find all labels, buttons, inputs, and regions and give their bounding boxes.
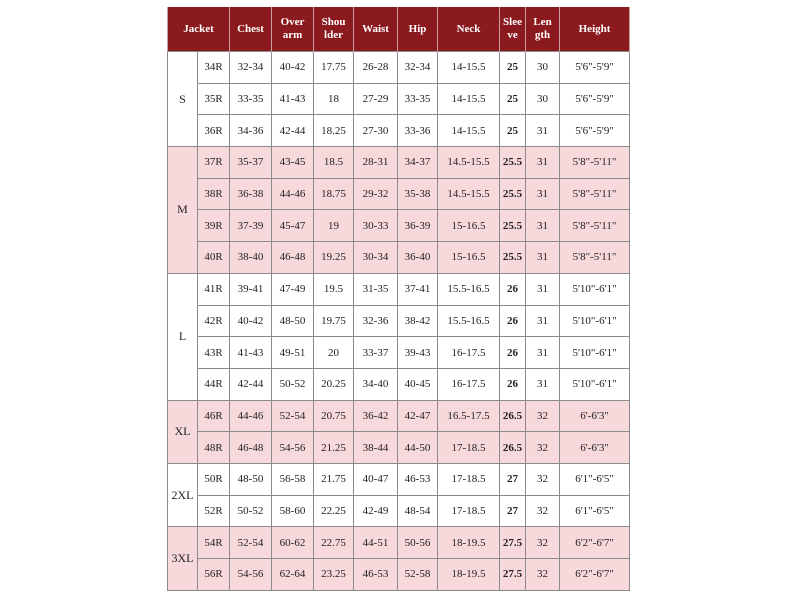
size-group-label: L bbox=[168, 273, 198, 400]
size-group-label: S bbox=[168, 52, 198, 147]
cell-length: 32 bbox=[526, 432, 560, 464]
cell-sleeve: 27.5 bbox=[500, 527, 526, 559]
cell-height: 5'8"-5'11" bbox=[560, 147, 630, 179]
size-group-label: M bbox=[168, 147, 198, 274]
cell-chest: 44-46 bbox=[230, 400, 272, 432]
table-row bbox=[168, 147, 630, 179]
cell-over-arm: 56-58 bbox=[272, 463, 314, 495]
cell-chest: 54-56 bbox=[230, 559, 272, 591]
cell-jacket-size: 34R bbox=[198, 52, 230, 84]
cell-waist: 32-36 bbox=[354, 305, 398, 337]
cell-chest: 33-35 bbox=[230, 83, 272, 115]
cell-jacket-size: 52R bbox=[198, 495, 230, 527]
cell-height: 5'6"-5'9" bbox=[560, 52, 630, 84]
cell-waist: 40-47 bbox=[354, 463, 398, 495]
cell-neck: 14-15.5 bbox=[438, 83, 500, 115]
cell-hip: 52-58 bbox=[398, 559, 438, 591]
cell-sleeve: 27 bbox=[500, 495, 526, 527]
cell-over-arm: 42-44 bbox=[272, 115, 314, 147]
cell-chest: 46-48 bbox=[230, 432, 272, 464]
cell-hip: 38-42 bbox=[398, 305, 438, 337]
cell-over-arm: 47-49 bbox=[272, 273, 314, 305]
cell-waist: 30-34 bbox=[354, 242, 398, 274]
cell-length: 31 bbox=[526, 115, 560, 147]
header-sleeve: Slee ve bbox=[500, 7, 526, 52]
cell-sleeve: 26 bbox=[500, 337, 526, 369]
cell-neck: 17-18.5 bbox=[438, 432, 500, 464]
cell-neck: 15-16.5 bbox=[438, 210, 500, 242]
cell-length: 32 bbox=[526, 559, 560, 591]
cell-waist: 46-53 bbox=[354, 559, 398, 591]
cell-height: 6'-6'3" bbox=[560, 432, 630, 464]
cell-length: 32 bbox=[526, 527, 560, 559]
cell-length: 30 bbox=[526, 52, 560, 84]
cell-length: 32 bbox=[526, 495, 560, 527]
cell-length: 31 bbox=[526, 368, 560, 400]
cell-height: 6'-6'3" bbox=[560, 400, 630, 432]
cell-height: 5'10"-6'1" bbox=[560, 368, 630, 400]
cell-height: 5'6"-5'9" bbox=[560, 115, 630, 147]
cell-sleeve: 25.5 bbox=[500, 178, 526, 210]
cell-jacket-size: 44R bbox=[198, 368, 230, 400]
cell-neck: 16.5-17.5 bbox=[438, 400, 500, 432]
size-group-label: 2XL bbox=[168, 463, 198, 526]
size-group-label: XL bbox=[168, 400, 198, 463]
cell-sleeve: 25.5 bbox=[500, 147, 526, 179]
cell-shoulder: 18.5 bbox=[314, 147, 354, 179]
cell-over-arm: 41-43 bbox=[272, 83, 314, 115]
cell-shoulder: 23.25 bbox=[314, 559, 354, 591]
cell-shoulder: 19.75 bbox=[314, 305, 354, 337]
cell-waist: 28-31 bbox=[354, 147, 398, 179]
cell-chest: 39-41 bbox=[230, 273, 272, 305]
cell-height: 5'10"-6'1" bbox=[560, 273, 630, 305]
size-chart-container bbox=[167, 7, 629, 591]
cell-chest: 38-40 bbox=[230, 242, 272, 274]
cell-jacket-size: 37R bbox=[198, 147, 230, 179]
size-group-label: 3XL bbox=[168, 527, 198, 590]
cell-hip: 37-41 bbox=[398, 273, 438, 305]
cell-chest: 35-37 bbox=[230, 147, 272, 179]
cell-hip: 32-34 bbox=[398, 52, 438, 84]
cell-neck: 16-17.5 bbox=[438, 337, 500, 369]
cell-jacket-size: 36R bbox=[198, 115, 230, 147]
cell-jacket-size: 38R bbox=[198, 178, 230, 210]
cell-jacket-size: 43R bbox=[198, 337, 230, 369]
table-row bbox=[168, 52, 630, 84]
cell-jacket-size: 42R bbox=[198, 305, 230, 337]
cell-neck: 14.5-15.5 bbox=[438, 147, 500, 179]
cell-height: 5'8"-5'11" bbox=[560, 210, 630, 242]
cell-hip: 33-35 bbox=[398, 83, 438, 115]
cell-jacket-size: 35R bbox=[198, 83, 230, 115]
cell-chest: 40-42 bbox=[230, 305, 272, 337]
cell-length: 31 bbox=[526, 178, 560, 210]
cell-waist: 27-29 bbox=[354, 83, 398, 115]
cell-sleeve: 26 bbox=[500, 273, 526, 305]
cell-chest: 37-39 bbox=[230, 210, 272, 242]
cell-neck: 14-15.5 bbox=[438, 115, 500, 147]
cell-neck: 15-16.5 bbox=[438, 242, 500, 274]
cell-hip: 36-39 bbox=[398, 210, 438, 242]
header-neck: Neck bbox=[438, 7, 500, 52]
cell-shoulder: 22.25 bbox=[314, 495, 354, 527]
cell-over-arm: 60-62 bbox=[272, 527, 314, 559]
cell-jacket-size: 40R bbox=[198, 242, 230, 274]
table-row bbox=[168, 527, 630, 559]
cell-sleeve: 25 bbox=[500, 115, 526, 147]
cell-over-arm: 54-56 bbox=[272, 432, 314, 464]
table-row bbox=[168, 463, 630, 495]
table-row bbox=[168, 559, 630, 591]
cell-neck: 16-17.5 bbox=[438, 368, 500, 400]
header-height: Height bbox=[560, 7, 630, 52]
header-waist: Waist bbox=[354, 7, 398, 52]
cell-chest: 32-34 bbox=[230, 52, 272, 84]
table-row bbox=[168, 178, 630, 210]
cell-over-arm: 52-54 bbox=[272, 400, 314, 432]
table-row bbox=[168, 242, 630, 274]
cell-waist: 29-32 bbox=[354, 178, 398, 210]
header-chest: Chest bbox=[230, 7, 272, 52]
cell-jacket-size: 39R bbox=[198, 210, 230, 242]
cell-neck: 17-18.5 bbox=[438, 495, 500, 527]
cell-sleeve: 27 bbox=[500, 463, 526, 495]
cell-height: 5'8"-5'11" bbox=[560, 178, 630, 210]
table-row bbox=[168, 83, 630, 115]
cell-neck: 15.5-16.5 bbox=[438, 305, 500, 337]
cell-height: 5'6"-5'9" bbox=[560, 83, 630, 115]
cell-length: 30 bbox=[526, 83, 560, 115]
cell-hip: 35-38 bbox=[398, 178, 438, 210]
cell-neck: 14.5-15.5 bbox=[438, 178, 500, 210]
cell-over-arm: 45-47 bbox=[272, 210, 314, 242]
cell-sleeve: 25 bbox=[500, 83, 526, 115]
cell-sleeve: 25.5 bbox=[500, 242, 526, 274]
cell-hip: 36-40 bbox=[398, 242, 438, 274]
cell-chest: 41-43 bbox=[230, 337, 272, 369]
cell-waist: 42-49 bbox=[354, 495, 398, 527]
cell-jacket-size: 50R bbox=[198, 463, 230, 495]
cell-over-arm: 62-64 bbox=[272, 559, 314, 591]
cell-neck: 18-19.5 bbox=[438, 559, 500, 591]
cell-waist: 36-42 bbox=[354, 400, 398, 432]
cell-shoulder: 19.5 bbox=[314, 273, 354, 305]
cell-sleeve: 26.5 bbox=[500, 400, 526, 432]
cell-jacket-size: 41R bbox=[198, 273, 230, 305]
cell-jacket-size: 48R bbox=[198, 432, 230, 464]
cell-height: 6'1"-6'5" bbox=[560, 495, 630, 527]
cell-sleeve: 25.5 bbox=[500, 210, 526, 242]
cell-hip: 50-56 bbox=[398, 527, 438, 559]
table-row bbox=[168, 210, 630, 242]
table-row bbox=[168, 432, 630, 464]
cell-shoulder: 18.75 bbox=[314, 178, 354, 210]
cell-over-arm: 46-48 bbox=[272, 242, 314, 274]
cell-waist: 33-37 bbox=[354, 337, 398, 369]
cell-shoulder: 19 bbox=[314, 210, 354, 242]
cell-sleeve: 26.5 bbox=[500, 432, 526, 464]
table-row bbox=[168, 337, 630, 369]
cell-hip: 48-54 bbox=[398, 495, 438, 527]
cell-height: 5'10"-6'1" bbox=[560, 337, 630, 369]
cell-jacket-size: 46R bbox=[198, 400, 230, 432]
cell-waist: 31-35 bbox=[354, 273, 398, 305]
cell-over-arm: 43-45 bbox=[272, 147, 314, 179]
cell-chest: 34-36 bbox=[230, 115, 272, 147]
cell-length: 31 bbox=[526, 210, 560, 242]
cell-hip: 39-43 bbox=[398, 337, 438, 369]
cell-hip: 40-45 bbox=[398, 368, 438, 400]
cell-over-arm: 48-50 bbox=[272, 305, 314, 337]
cell-sleeve: 27.5 bbox=[500, 559, 526, 591]
header-length: Len gth bbox=[526, 7, 560, 52]
cell-height: 5'8"-5'11" bbox=[560, 242, 630, 274]
cell-length: 31 bbox=[526, 337, 560, 369]
header-hip: Hip bbox=[398, 7, 438, 52]
cell-sleeve: 26 bbox=[500, 368, 526, 400]
cell-shoulder: 17.75 bbox=[314, 52, 354, 84]
cell-waist: 26-28 bbox=[354, 52, 398, 84]
cell-length: 31 bbox=[526, 273, 560, 305]
cell-height: 5'10"-6'1" bbox=[560, 305, 630, 337]
table-header bbox=[168, 7, 630, 52]
cell-height: 6'2"-6'7" bbox=[560, 559, 630, 591]
size-chart-table bbox=[167, 7, 630, 591]
table-body bbox=[168, 52, 630, 591]
cell-over-arm: 58-60 bbox=[272, 495, 314, 527]
table-row bbox=[168, 273, 630, 305]
cell-shoulder: 21.75 bbox=[314, 463, 354, 495]
cell-jacket-size: 56R bbox=[198, 559, 230, 591]
cell-hip: 34-37 bbox=[398, 147, 438, 179]
header-over-arm: Over arm bbox=[272, 7, 314, 52]
table-row bbox=[168, 115, 630, 147]
cell-length: 32 bbox=[526, 400, 560, 432]
cell-shoulder: 20.25 bbox=[314, 368, 354, 400]
cell-shoulder: 21.25 bbox=[314, 432, 354, 464]
cell-chest: 36-38 bbox=[230, 178, 272, 210]
cell-chest: 50-52 bbox=[230, 495, 272, 527]
cell-over-arm: 44-46 bbox=[272, 178, 314, 210]
cell-chest: 48-50 bbox=[230, 463, 272, 495]
cell-hip: 44-50 bbox=[398, 432, 438, 464]
cell-shoulder: 18.25 bbox=[314, 115, 354, 147]
cell-sleeve: 25 bbox=[500, 52, 526, 84]
cell-shoulder: 19.25 bbox=[314, 242, 354, 274]
cell-shoulder: 22.75 bbox=[314, 527, 354, 559]
header-shoulder: Shou lder bbox=[314, 7, 354, 52]
cell-height: 6'1"-6'5" bbox=[560, 463, 630, 495]
cell-sleeve: 26 bbox=[500, 305, 526, 337]
table-row bbox=[168, 495, 630, 527]
cell-shoulder: 20.75 bbox=[314, 400, 354, 432]
cell-chest: 42-44 bbox=[230, 368, 272, 400]
cell-length: 31 bbox=[526, 305, 560, 337]
cell-waist: 38-44 bbox=[354, 432, 398, 464]
cell-length: 31 bbox=[526, 242, 560, 274]
cell-neck: 18-19.5 bbox=[438, 527, 500, 559]
cell-shoulder: 18 bbox=[314, 83, 354, 115]
cell-neck: 15.5-16.5 bbox=[438, 273, 500, 305]
cell-over-arm: 40-42 bbox=[272, 52, 314, 84]
cell-waist: 34-40 bbox=[354, 368, 398, 400]
table-row bbox=[168, 368, 630, 400]
cell-jacket-size: 54R bbox=[198, 527, 230, 559]
cell-neck: 14-15.5 bbox=[438, 52, 500, 84]
table-row bbox=[168, 305, 630, 337]
cell-hip: 42-47 bbox=[398, 400, 438, 432]
cell-hip: 33-36 bbox=[398, 115, 438, 147]
cell-height: 6'2"-6'7" bbox=[560, 527, 630, 559]
cell-waist: 44-51 bbox=[354, 527, 398, 559]
table-row bbox=[168, 400, 630, 432]
cell-over-arm: 49-51 bbox=[272, 337, 314, 369]
header-jacket: Jacket bbox=[168, 7, 230, 52]
cell-waist: 30-33 bbox=[354, 210, 398, 242]
cell-length: 31 bbox=[526, 147, 560, 179]
cell-hip: 46-53 bbox=[398, 463, 438, 495]
cell-shoulder: 20 bbox=[314, 337, 354, 369]
cell-waist: 27-30 bbox=[354, 115, 398, 147]
cell-length: 32 bbox=[526, 463, 560, 495]
cell-over-arm: 50-52 bbox=[272, 368, 314, 400]
cell-chest: 52-54 bbox=[230, 527, 272, 559]
cell-neck: 17-18.5 bbox=[438, 463, 500, 495]
